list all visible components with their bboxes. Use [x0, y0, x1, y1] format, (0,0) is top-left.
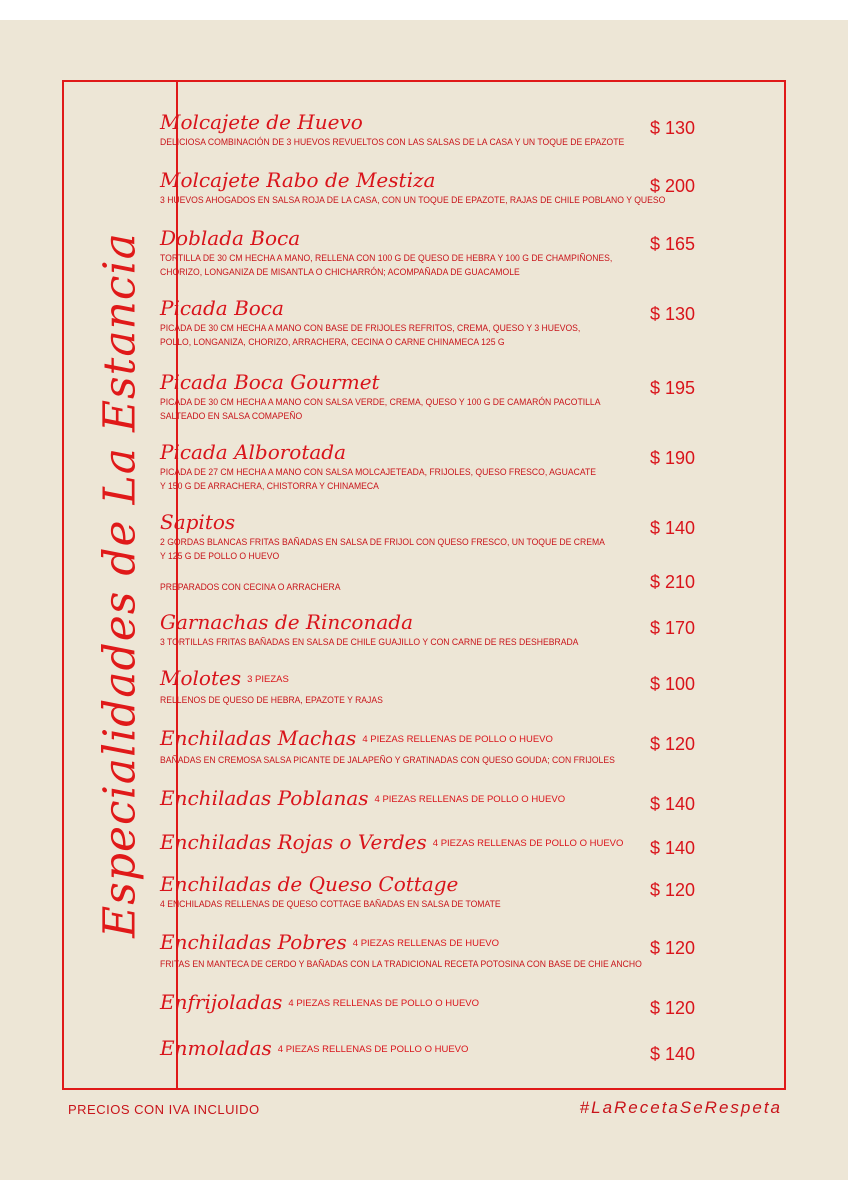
item-description: RELLENOS DE QUESO DE HEBRA, EPAZOTE Y RAJAS — [160, 693, 383, 705]
sapitos-extra-text: PREPARADOS CON CECINA O ARRACHERA — [160, 581, 341, 592]
item-description: Y 125 G DE POLLO O HUEVO — [160, 550, 280, 561]
sapitos-extra-price: $ 210 — [650, 572, 696, 592]
item-name-text: Enfrijoladas — [160, 990, 283, 1014]
item-name — [160, 440, 680, 464]
footer-hashtag: #LaRecetaSeRespeta — [579, 1098, 782, 1117]
item-description: 4 ENCHILADAS RELLENAS DE QUESO COTTAGE BAÑADAS EN SALSA DE TOMATE — [160, 898, 501, 909]
item-note: 4 PIEZAS RELLENAS DE POLLO O HUEVO — [362, 733, 553, 745]
item-description: POLLO, LONGANIZA, CHORIZO, ARRACHERA, CECINA O CARNE CHINAMECA 125 G — [160, 336, 505, 347]
item-description: 3 HUEVOS AHOGADOS EN SALSA ROJA DE LA CASA, CON UN TOQUE DE EPAZOTE, RAJAS DE CHILE POBLANO Y QUESO — [160, 194, 666, 205]
item-description: CHORIZO, LONGANIZA DE MISANTLA O CHICHARRÓN; ACOMPAÑADA DE GUACAMOLE — [160, 266, 520, 277]
item-name — [160, 610, 680, 634]
item-name — [160, 930, 680, 956]
item-name — [160, 990, 680, 1016]
item-price: $ 100 — [650, 674, 696, 694]
item-name-text: Picada Alborotada — [160, 440, 347, 464]
item-name — [160, 872, 680, 896]
item-description: Y 150 G DE ARRACHERA, CHISTORRA Y CHINAMECA — [160, 480, 379, 491]
item-note: 4 PIEZAS RELLENAS DE POLLO O HUEVO — [277, 1043, 469, 1055]
item-name-text: Doblada Boca — [160, 226, 301, 250]
menu-item — [160, 610, 680, 648]
menu-item — [160, 872, 680, 910]
item-note: 4 PIEZAS RELLENAS DE POLLO O HUEVO — [374, 793, 566, 805]
item-price: $ 140 — [650, 518, 696, 538]
item-description: BAÑADAS EN CREMOSA SALSA PICANTE DE JALAPEÑO Y GRATINADAS CON QUESO GOUDA; CON FRIJOLES — [160, 753, 615, 765]
menu-item — [160, 666, 680, 706]
item-price: $ 120 — [650, 998, 696, 1018]
menu-item — [160, 726, 680, 766]
item-name-text: Molotes — [160, 666, 242, 690]
item-name — [160, 830, 680, 856]
item-description: FRITAS EN MANTECA DE CERDO Y BAÑADAS CON LA TRADICIONAL RECETA POTOSINA CON BASE DE CHIE ANCHO — [160, 957, 642, 969]
item-description: 3 TORTILLAS FRITAS BAÑADAS EN SALSA DE CHILE GUAJILLO Y CON CARNE DE RES DESHEBRADA — [160, 636, 579, 647]
item-name — [160, 786, 680, 812]
menu-item — [160, 510, 680, 562]
item-note: 4 PIEZAS RELLENAS DE POLLO O HUEVO — [432, 837, 624, 849]
item-price: $ 195 — [650, 378, 696, 398]
item-price: $ 130 — [650, 118, 696, 138]
footer-vat-note: PRECIOS CON IVA INCLUIDO — [68, 1102, 260, 1117]
item-name — [160, 296, 680, 320]
menu-item — [160, 440, 680, 492]
item-description: PICADA DE 30 CM HECHA A MANO CON SALSA VERDE, CREMA, QUESO Y 100 G DE CAMARÓN PACOTILLA — [160, 396, 601, 407]
menu-item — [160, 990, 680, 1016]
item-price: $ 165 — [650, 234, 696, 254]
item-name — [160, 226, 680, 250]
item-price: $ 190 — [650, 448, 696, 468]
item-name-text: Molcajete de Huevo — [160, 110, 363, 134]
item-description: 2 GORDAS BLANCAS FRITAS BAÑADAS EN SALSA DE FRIJOL CON QUESO FRESCO, UN TOQUE DE CREMA — [160, 536, 605, 547]
item-description: TORTILLA DE 30 CM HECHA A MANO, RELLENA CON 100 G DE QUESO DE HEBRA Y 100 G DE CHAMPIÑONES, — [160, 252, 613, 263]
item-description: DELICIOSA COMBINACIÓN DE 3 HUEVOS REVUELTOS CON LAS SALSAS DE LA CASA Y UN TOQUE DE EPAZOTE — [160, 136, 625, 147]
item-name-text: Enchiladas Rojas o Verdes — [160, 830, 427, 854]
item-name — [160, 1036, 680, 1062]
menu-item — [160, 168, 680, 206]
item-name-text: Enchiladas de Queso Cottage — [160, 872, 459, 896]
item-price: $ 120 — [650, 734, 696, 754]
item-name-text: Enchiladas Pobres — [160, 930, 347, 954]
item-name-text: Picada Boca Gourmet — [160, 370, 380, 394]
item-price: $ 140 — [650, 794, 696, 814]
item-name-text: Enchiladas Machas — [160, 726, 357, 750]
item-price: $ 140 — [650, 1044, 696, 1064]
item-name — [160, 370, 680, 394]
item-note: 4 PIEZAS RELLENAS DE POLLO O HUEVO — [288, 997, 479, 1009]
item-description: PICADA DE 30 CM HECHA A MANO CON BASE DE FRIJOLES REFRITOS, CREMA, QUESO Y 3 HUEVOS, — [160, 322, 581, 333]
item-name — [160, 726, 680, 752]
item-name-text: Garnachas de Rinconada — [160, 610, 413, 634]
item-description: PICADA DE 27 CM HECHA A MANO CON SALSA MOLCAJETEADA, FRIJOLES, QUESO FRESCO, AGUACATE — [160, 466, 596, 477]
item-note: 4 PIEZAS RELLENAS DE HUEVO — [352, 937, 500, 949]
item-name — [160, 110, 680, 134]
item-price: $ 140 — [650, 838, 696, 858]
item-name-text: Enchiladas Poblanas — [160, 786, 369, 810]
item-price: $ 200 — [650, 176, 696, 196]
item-description: SALTEADO EN SALSA COMAPEÑO — [160, 410, 303, 421]
item-name-text: Picada Boca — [160, 296, 284, 320]
item-name — [160, 510, 680, 534]
side-title: Especialidades de La Estancia — [94, 232, 146, 938]
menu-item — [160, 1036, 680, 1062]
item-note: 3 PIEZAS — [247, 673, 289, 685]
item-name — [160, 666, 680, 692]
menu-page — [0, 20, 848, 1180]
menu-item — [160, 110, 680, 148]
menu-item — [160, 370, 680, 422]
item-price: $ 130 — [650, 304, 696, 324]
item-price: $ 120 — [650, 938, 696, 958]
menu-item — [160, 296, 680, 348]
item-price: $ 170 — [650, 618, 696, 638]
item-name-text: Enmoladas — [160, 1036, 272, 1060]
menu-item — [160, 930, 680, 970]
item-name — [160, 168, 680, 192]
item-price: $ 120 — [650, 880, 696, 900]
item-name-text: Molcajete Rabo de Mestiza — [160, 168, 436, 192]
menu-item — [160, 786, 680, 812]
menu-item — [160, 830, 680, 856]
menu-item — [160, 226, 680, 278]
item-name-text: Sapitos — [160, 510, 236, 534]
